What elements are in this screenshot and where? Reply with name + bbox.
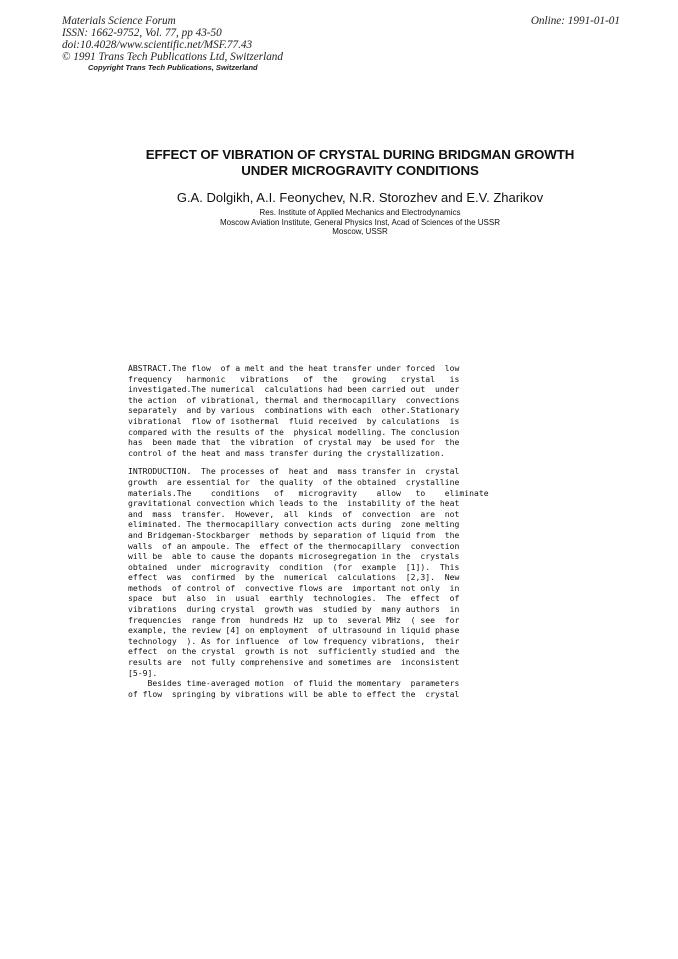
affiliations — [60, 208, 660, 237]
introduction-line: will be able to cause the dopants microsegregation in the crystals — [128, 551, 460, 562]
introduction-line: INTRODUCTION. The processes of heat and mass transfer in crystal — [128, 466, 460, 477]
abstract-line: has been made that the vibration of crystal may be used for the — [128, 437, 460, 448]
introduction-section — [128, 466, 508, 699]
journal-header — [62, 15, 502, 63]
introduction-line: gravitational convection which leads to the instability of the heat — [128, 498, 460, 509]
introduction-line: methods of control of convective flows are important not only in — [128, 582, 460, 593]
abstract-line: frequency harmonic vibrations of the growing crystal is — [128, 373, 460, 384]
authors: G.A. Dolgikh, A.I. Feonychev, N.R. Storozhev and E.V. Zharikov — [176, 190, 544, 205]
introduction-line: and Bridgeman-Stockbarger methods by separation of liquid from the — [128, 529, 460, 540]
journal-name: Materials Science Forum — [62, 15, 176, 27]
introduction-line: technology ). As for influence of low frequency vibrations, their — [128, 635, 460, 646]
paper-body — [128, 363, 508, 699]
introduction-line: growth are essential for the quality of the obtained crystalline — [128, 476, 460, 487]
abstract-line: vibrational flow of isothermal fluid received by calculations is — [128, 415, 460, 426]
introduction-line: vibrations during crystal growth was studied by many authors in — [128, 604, 460, 615]
introduction-line: obtained under microgravity condition (for example [1]). This — [128, 561, 460, 572]
introduction-line: frequencies range from hundreds Hz up to several MHz ( see for — [128, 614, 460, 625]
introduction-line: example, the review [4] on employment of ultrasound in liquid phase — [128, 625, 460, 636]
paper-title — [60, 147, 660, 179]
abstract-line: separately and by various combinations with each other.Stationary — [128, 405, 460, 416]
copyright-line: © 1991 Trans Tech Publications Ltd, Switzerland — [62, 51, 283, 63]
introduction-line: of flow springing by vibrations will be able to effect the crystal — [128, 688, 460, 699]
title-line-1: EFFECT OF VIBRATION OF CRYSTAL DURING BRIDGMAN GROWTH — [145, 147, 575, 162]
abstract-line: compared with the results of the physical modelling. The conclusion — [128, 426, 460, 437]
introduction-line: effect on the crystal growth is not sufficiently studied and the — [128, 646, 460, 657]
abstract-line: the action of vibrational, thermal and thermocapillary convections — [128, 394, 460, 405]
introduction-line: results are not fully comprehensive and sometimes are inconsistent — [128, 657, 460, 668]
affiliation-line: Moscow, USSR — [332, 227, 388, 237]
introduction-line: space but also in usual earthly technologies. The effect of — [128, 593, 460, 604]
abstract-line: investigated.The numerical calculations had been carried out under — [128, 384, 460, 395]
abstract-section — [128, 363, 508, 458]
title-line-2: UNDER MICROGRAVITY CONDITIONS — [241, 163, 479, 178]
introduction-line: and mass transfer. However, all kinds of convection are not — [128, 508, 460, 519]
affiliation-line: Res. Institute of Applied Mechanics and Electrodynamics — [259, 208, 461, 217]
introduction-line: effect was confirmed by the numerical calculations [2,3]. New — [128, 572, 460, 583]
introduction-line: [5-9]. — [128, 667, 158, 678]
issn-line: ISSN: 1662-9752, Vol. 77, pp 43-50 — [62, 27, 222, 39]
online-date: Online: 1991-01-01 — [530, 15, 620, 27]
doi-line: doi:10.4028/www.scientific.net/MSF.77.43 — [62, 39, 253, 51]
introduction-line: Besides time-averaged motion of fluid the momentary parameters — [128, 678, 460, 689]
introduction-line: eliminated. The thermocapillary convection acts during zone melting — [128, 519, 460, 530]
abstract-line: ABSTRACT.The flow of a melt and the heat transfer under forced low — [128, 363, 460, 373]
publisher-stamp: Copyright Trans Tech Publications, Switzerland — [88, 63, 258, 72]
introduction-line: walls of an ampoule. The effect of the thermocapillary convection — [128, 540, 460, 551]
introduction-line: materials.The conditions of microgravity allow to eliminate — [128, 487, 489, 498]
abstract-line: control of the heat and mass transfer during the crystallization. — [128, 447, 445, 458]
affiliation-line: Moscow Aviation Institute, General Physics Inst, Acad of Sciences of the USSR — [220, 217, 500, 227]
